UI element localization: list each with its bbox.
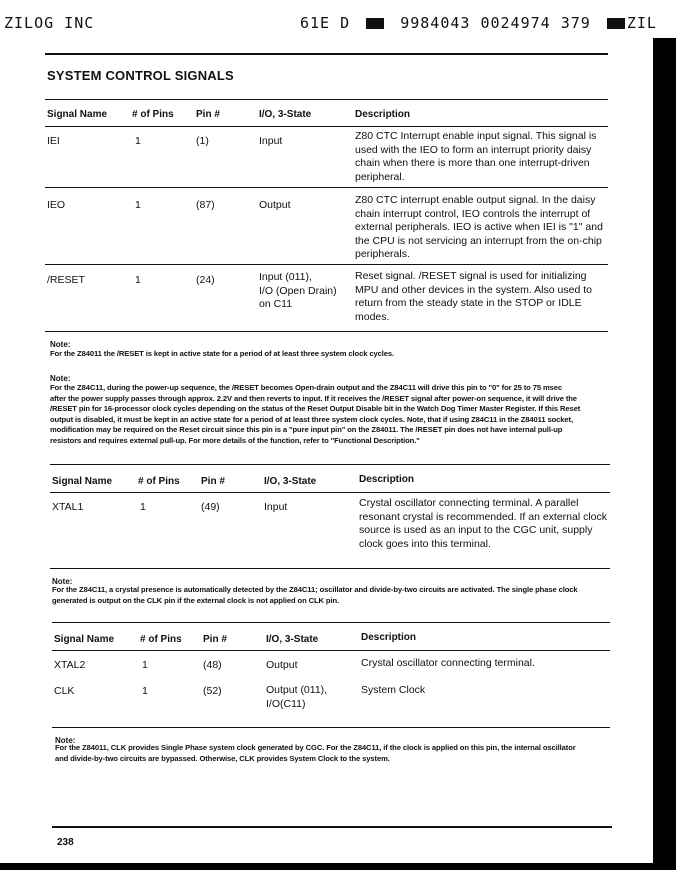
signal-name: IEO [47,199,66,211]
header-code: 61E D [300,14,351,32]
pin-count: 1 [135,135,141,147]
note-line: /RESET pin for 16-processor clock cycles depending on the status of the Reset Output Disable bit in the Watch Dog Timer Master Register. If this Reset [50,404,581,413]
io-type: Output (011), I/O(C11) [266,684,328,710]
page-number: 238 [57,837,74,848]
black-block-mark [607,18,625,29]
section-title: SYSTEM CONTROL SIGNALS [47,68,234,83]
signal-name: /RESET [47,274,85,286]
col-description: Description [355,109,411,120]
header-underline [50,492,610,493]
note-label: Note: [50,374,71,383]
signal-name: CLK [54,685,75,697]
pin-number: (52) [203,685,222,697]
header-rule [45,53,608,55]
col-io: I/O, 3-State [264,476,317,487]
pin-number: (1) [196,135,209,147]
pin-number: (24) [196,274,215,286]
row-divider [45,264,608,265]
pin-count: 1 [140,501,146,513]
io-type: Output [259,199,291,211]
description: Crystal oscillator connecting terminal. [361,657,535,669]
col-signal-name: Signal Name [54,634,115,645]
note-label: Note: [55,736,76,745]
io-type: Output [266,659,298,671]
note-line: and divide-by-two circuits are bypassed. Otherwise, CLK provides System Clock to the system. [55,753,390,763]
note-line: after the power supply passes through approx. 2.2V and then reverts to input. If it receives the /RESET signal after power-on sequence, it will drive the [50,393,577,403]
scan-edge-bottom [0,863,676,870]
description: System Clock [361,684,426,696]
note-line: modification may be required on the Reset circuit since this pin is a "pure input pin" on the Z84011. The /RESET pin does not have internal pull-up [50,425,563,434]
note-label: Note: [50,340,71,349]
io-type: Input (011), I/O (Open Drain) on C11 [259,271,337,310]
note-text [50,383,650,446]
io-type: Input [259,135,283,147]
col-pin-num: Pin # [196,109,220,120]
table-top-rule [52,622,610,623]
signal-name: XTAL1 [52,501,84,513]
pin-number: (87) [196,199,215,211]
header-underline [45,126,608,127]
col-signal-name: Signal Name [47,109,108,120]
note-text [55,743,651,764]
col-signal-name: Signal Name [52,476,113,487]
table-top-rule [50,464,610,465]
table-bottom-rule [50,568,610,569]
col-io: I/O, 3-State [259,109,312,120]
black-block-mark [366,18,384,29]
header-codes [300,14,657,32]
note-text: For the Z84011 the /RESET is kept in active state for a period of at least three system clock cycles. [50,349,394,358]
col-num-pins: # of Pins [138,476,180,487]
col-description: Description [361,632,417,643]
note-line: resistors and requires external pull-up. For more details of the function, refer to "Functional Description." [50,435,420,445]
table-bottom-rule [52,727,610,728]
header-right: ZIL [626,14,657,32]
col-pin-num: Pin # [203,634,227,645]
note-line: For the Z84011, CLK provides Single Phase system clock generated by CGC. For the Z84C11, if the clock is applied on this pin, the internal oscillator [55,743,576,752]
note-line: generated is output on the CLK pin if the external clock is not applied on CLK pin. [52,595,340,605]
col-io: I/O, 3-State [266,634,319,645]
note-text [52,585,652,606]
table-top-rule [45,99,608,100]
header-numbers: 9984043 0024974 379 [400,14,591,32]
description: Crystal oscillator connecting terminal. A parallel resonant crystal is recommended. If an external clock source is used as an input to the CGC unit, supply clock goes into this terminal. [359,497,608,550]
page-header [4,14,657,36]
row-divider [45,187,608,188]
table-bottom-rule [45,331,608,332]
note-label: Note: [52,577,73,586]
pin-count: 1 [142,685,148,697]
col-num-pins: # of Pins [140,634,182,645]
description: Z80 CTC interrupt enable output signal. In the daisy chain interrupt control, IEO controls the interrupt of external peripherals. IEO is active when IEI is "1" and the CPU is not servicing an interrupt from the on-chip peripherals. [355,194,603,260]
pin-count: 1 [135,274,141,286]
note-line: output is disabled, it must be kept in an active state for a period of at least three system clock cycles. Note, that if using Z84C11 in the Z84011 socket, [50,414,573,424]
note-line: For the Z84C11, a crystal presence is automatically detected by the Z84C11; oscillator and divide-by-two circuits are activated. The single phase clock [52,585,578,594]
description: Reset signal. /RESET signal is used for initializing MPU and other devices in the system. Also used to return from the steady state in the STOP or IDLE modes. [355,270,592,323]
col-num-pins: # of Pins [132,109,174,120]
note-line: For the Z84C11, during the power-up sequence, the /RESET becomes Open-drain output and the Z84C11 will drive this pin to "0" for 25 to 75 msec [50,383,563,392]
signal-name: IEI [47,135,60,147]
description: Z80 CTC Interrupt enable input signal. This signal is used with the IEO to form an interrupt priority daisy chain when there is more than one interrupt-driven peripheral. [355,130,597,183]
pin-number: (48) [203,659,222,671]
pin-count: 1 [135,199,141,211]
header-underline [52,650,610,651]
signal-name: XTAL2 [54,659,86,671]
pin-count: 1 [142,659,148,671]
header-company: ZILOG INC [4,14,95,32]
io-type: Input [264,501,288,513]
footer-rule [52,826,612,828]
col-description: Description [359,474,415,485]
scan-edge-right [653,38,676,870]
pin-number: (49) [201,501,220,513]
col-pin-num: Pin # [201,476,225,487]
